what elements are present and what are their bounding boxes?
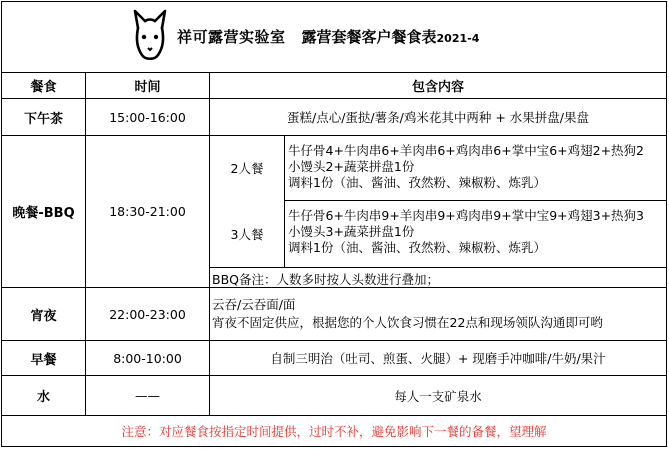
schedule-year: 2021-4 [436,32,480,45]
time-water: —— [135,388,160,403]
meal-late-night: 宵夜 [30,308,57,324]
content-afternoon-tea: 蛋糕/点心/蛋挞/薯条/鸡米花其中两种 + 水果拼盘/果盘 [287,110,589,125]
time-dinner-bbq: 18:30-21:00 [109,204,186,219]
content-water: 每人一支矿泉水 [394,388,482,404]
footer-notice: 注意：对应餐食按指定时间提供，过时不补，避免影响下一餐的备餐，望理解 [121,424,547,439]
column-header-meal: 餐食 [30,80,57,95]
page-title [177,26,479,47]
column-header-time: 时间 [134,80,161,95]
meal-afternoon-tea: 下午茶 [23,111,63,127]
three-person-set-line: 小馒头3+蔬菜拼盘1份 [288,224,415,239]
two-person-set-line: 调料1份（油、酱油、孜然粉、辣椒粉、炼乳） [288,175,546,190]
two-person-set-content [288,143,644,191]
time-late-night: 22:00-23:00 [109,306,186,322]
three-person-set-content [288,208,644,256]
three-person-set-line: 牛仔骨6+牛肉串9+羊肉串9+鸡肉串9+掌中宝9+鸡翅3+热狗3 [288,208,645,223]
meal-schedule-table [1,1,667,447]
three-person-set-label: 3人餐 [230,227,264,242]
schedule-subtitle: 露营套餐客户餐食表 [301,28,437,46]
content-late-night [212,296,603,332]
alpaca-logo-icon [130,8,170,66]
brand-name: 祥可露营实验室 [177,28,286,46]
two-person-set-line: 小馒头2+蔬菜拼盘1份 [288,159,415,174]
header [2,2,666,72]
bbq-note: BBQ备注：人数多时按人头数进行叠加； [212,272,439,287]
two-person-set-label: 2人餐 [230,161,264,176]
late-night-line: 宵夜不固定供应，根据您的个人饮食习惯在22点和现场领队沟通即可哟 [212,315,603,330]
time-afternoon-tea: 15:00-16:00 [109,109,186,125]
time-breakfast: 8:00-10:00 [113,350,182,366]
three-person-set-line: 调料1份（油、酱油、孜然粉、辣椒粉、炼乳） [288,240,546,255]
column-header-content: 包含内容 [411,80,464,95]
meal-water: 水 [36,390,50,405]
two-person-set-line: 牛仔骨4+牛肉串6+羊肉串6+鸡肉串6+掌中宝6+鸡翅2+热狗2 [288,143,645,158]
content-breakfast: 自制三明治（吐司、煎蛋、火腿）+ 现磨手冲咖啡/牛奶/果汁 [270,351,606,366]
late-night-line: 云吞/云吞面/面 [212,297,296,312]
meal-dinner-bbq: 晚餐-BBQ [12,206,75,221]
meal-breakfast: 早餐 [30,352,57,368]
